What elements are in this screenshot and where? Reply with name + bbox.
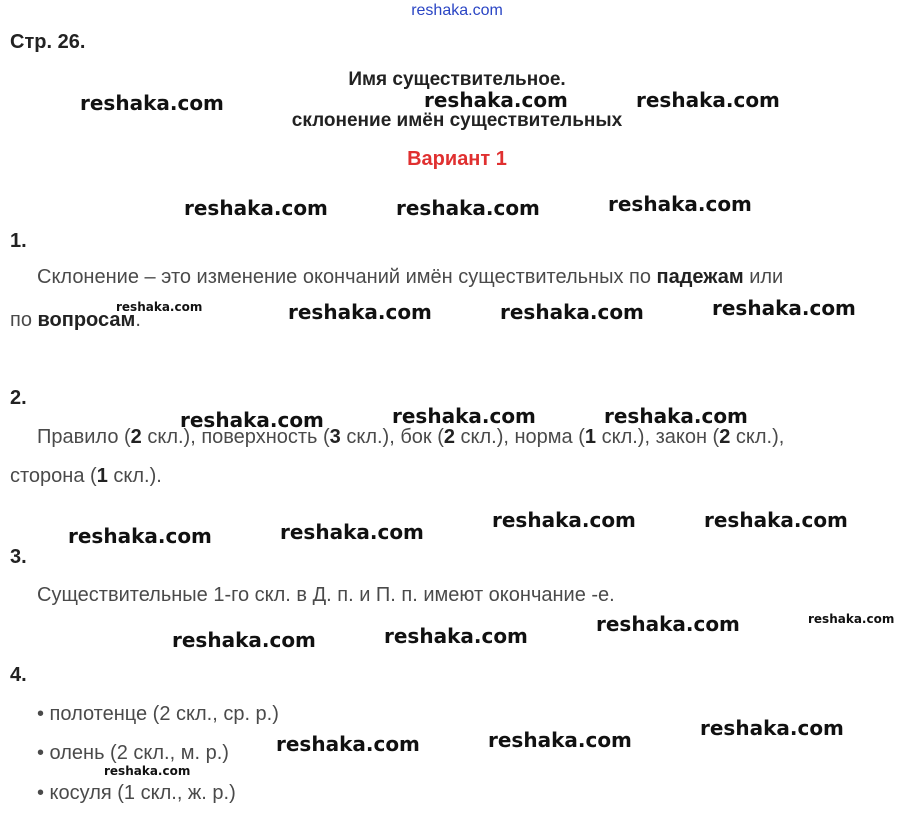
task-4-number: 4. bbox=[10, 664, 27, 686]
watermark: reshaka.com bbox=[280, 520, 424, 544]
task-1-number: 1. bbox=[10, 230, 27, 252]
task-2-item: поверхность (3 скл.), bbox=[201, 426, 401, 448]
site-header-link[interactable]: reshaka.com bbox=[411, 2, 503, 19]
watermark: reshaka.com bbox=[636, 88, 780, 112]
watermark: reshaka.com bbox=[288, 300, 432, 324]
watermark: reshaka.com bbox=[80, 91, 224, 115]
task-1-text-pre: Склонение – это изменение окончаний имён существительных по bbox=[37, 266, 657, 288]
task-2-line-1 bbox=[37, 426, 784, 449]
watermark: reshaka.com bbox=[392, 404, 536, 428]
task-1-bold-questions: вопросам bbox=[37, 309, 136, 331]
task-1-text2-post: . bbox=[135, 309, 141, 331]
watermark: reshaka.com bbox=[488, 728, 632, 752]
task-4-bullet-3: • косуля (1 скл., ж. р.) bbox=[37, 782, 236, 804]
watermark: reshaka.com bbox=[276, 732, 420, 756]
variant-heading: Вариант 1 bbox=[407, 148, 507, 170]
watermark: reshaka.com bbox=[704, 508, 848, 532]
watermark: reshaka.com bbox=[808, 612, 895, 626]
task-2-number: 2. bbox=[10, 387, 27, 409]
task-4-bullet-2: • олень (2 скл., м. р.) bbox=[37, 742, 229, 764]
task-2-item: Правило (2 скл.), bbox=[37, 426, 202, 448]
task-2-line-2 bbox=[10, 465, 162, 488]
task-3-number: 3. bbox=[10, 546, 27, 568]
watermark: reshaka.com bbox=[608, 192, 752, 216]
watermark: reshaka.com bbox=[396, 196, 540, 220]
watermark: reshaka.com bbox=[116, 300, 203, 314]
watermark: reshaka.com bbox=[68, 524, 212, 548]
task-1-bold-cases: падежам bbox=[656, 266, 744, 288]
task-2-item: норма (1 скл.), bbox=[514, 426, 656, 448]
task-4-bullet-1: • полотенце (2 скл., ср. р.) bbox=[37, 703, 279, 725]
task-1-line-1 bbox=[37, 266, 783, 289]
topic-title: Имя существительное. bbox=[348, 69, 566, 90]
page-reference: Стр. 26. bbox=[10, 31, 86, 53]
task-2-item: закон (2 скл.), bbox=[655, 426, 785, 448]
task-1-text-post: или bbox=[743, 266, 784, 288]
watermark: reshaka.com bbox=[172, 628, 316, 652]
watermark: reshaka.com bbox=[104, 764, 191, 778]
watermark: reshaka.com bbox=[492, 508, 636, 532]
topic-subtitle: склонение имён существительных bbox=[291, 110, 623, 131]
watermark: reshaka.com bbox=[384, 624, 528, 648]
watermark: reshaka.com bbox=[596, 612, 740, 636]
watermark: reshaka.com bbox=[180, 408, 324, 432]
watermark: reshaka.com bbox=[712, 296, 856, 320]
task-1-text2-pre: по bbox=[10, 309, 38, 331]
watermark: reshaka.com bbox=[184, 196, 328, 220]
watermark: reshaka.com bbox=[500, 300, 644, 324]
watermark: reshaka.com bbox=[700, 716, 844, 740]
task-3-text: Существительные 1-го скл. в Д. п. и П. п. имеют окончание -е. bbox=[37, 584, 615, 606]
task-2-item: сторона (1 скл.). bbox=[10, 465, 162, 487]
watermark: reshaka.com bbox=[424, 88, 568, 112]
task-2-item: бок (2 скл.), bbox=[400, 426, 515, 448]
watermark: reshaka.com bbox=[604, 404, 748, 428]
